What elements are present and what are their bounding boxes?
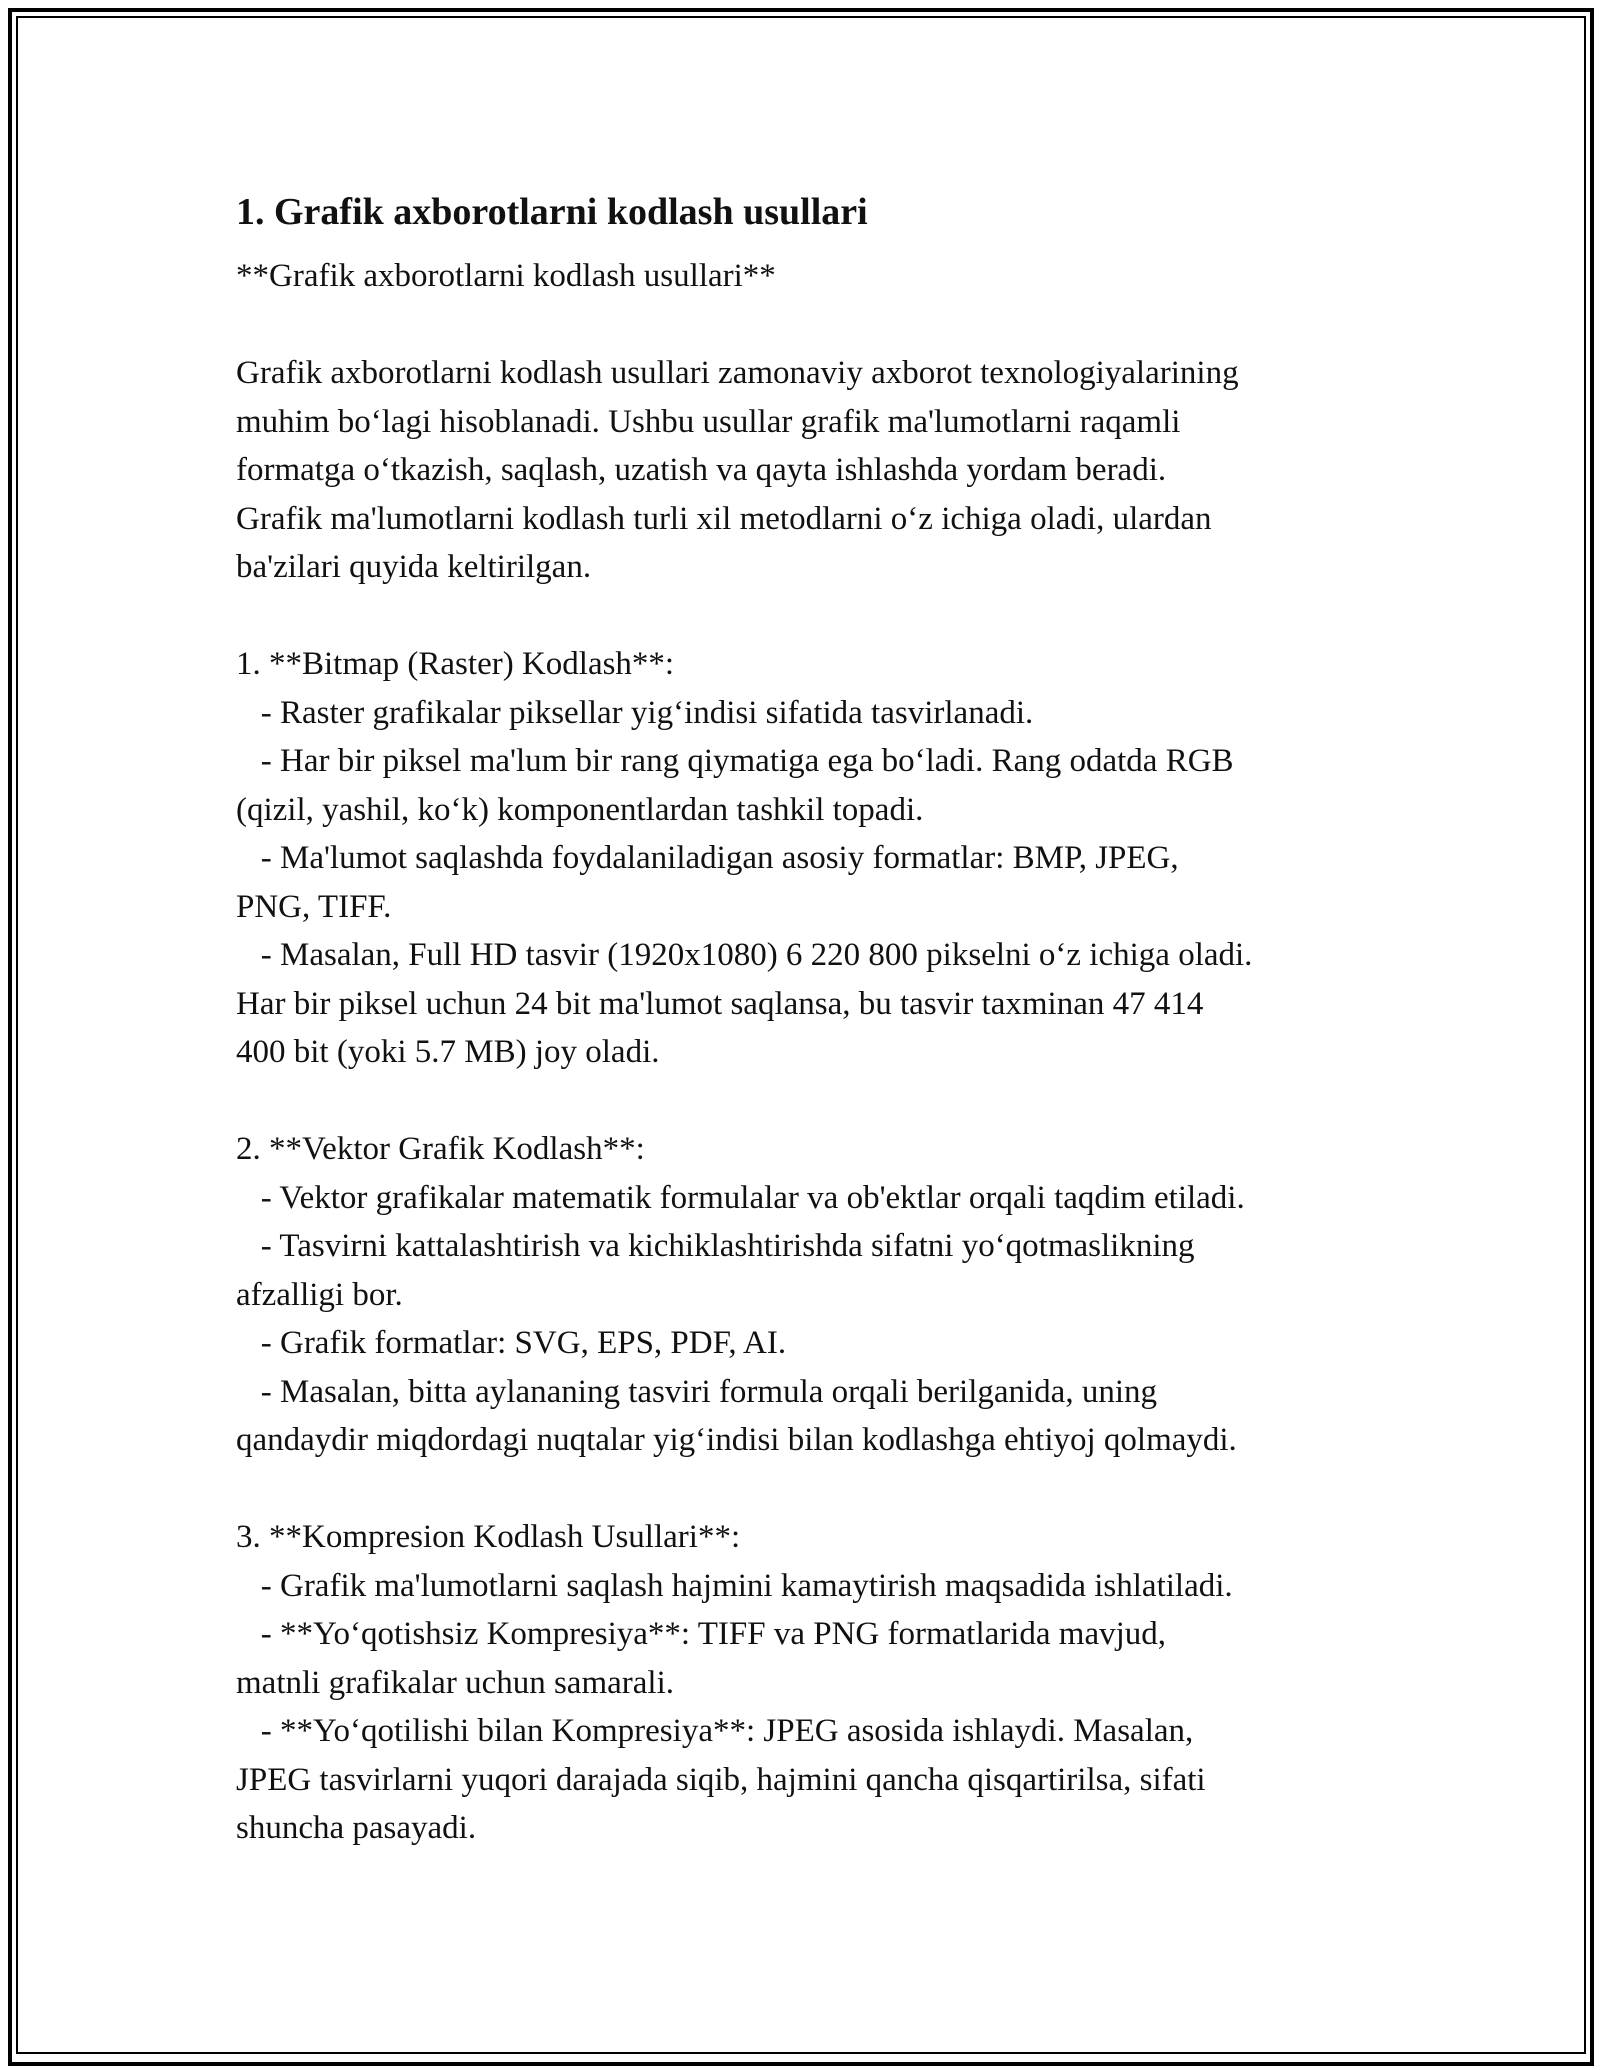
document-heading: 1. Grafik axborotlarni kodlash usullari xyxy=(236,191,868,233)
text-line: - Grafik formatlar: SVG, EPS, PDF, AI. xyxy=(236,1325,787,1361)
text-line: 3. **Kompresion Kodlash Usullari**: xyxy=(236,1519,741,1555)
text-line: **Grafik axborotlarni kodlash usullari** xyxy=(236,258,776,294)
text-line: Grafik ma'lumotlarni kodlash turli xil metodlarni o‘z ichiga oladi, ulardan xyxy=(236,500,1212,537)
text-line: - Grafik ma'lumotlarni saqlash hajmini kamaytirish maqsadida ishlatiladi. xyxy=(236,1567,1233,1604)
text-line: - Raster grafikalar piksellar yig‘indisi sifatida tasvirlanadi. xyxy=(236,694,1034,731)
text-line: muhim bo‘lagi hisoblanadi. Ushbu usullar grafik ma'lumotlarni raqamli xyxy=(236,403,1181,440)
text-line: - **Yo‘qotishsiz Kompresiya**: TIFF va PNG formatlarida mavjud, xyxy=(236,1616,1167,1652)
blank-line xyxy=(236,1465,1386,1514)
text-line: - Masalan, Full HD tasvir (1920x1080) 6 220 800 pikselni o‘z ichiga oladi. xyxy=(236,937,1253,973)
document-text xyxy=(236,252,1386,1853)
text-line: matnli grafikalar uchun samarali. xyxy=(236,1664,674,1701)
text-line: - Vektor grafikalar matematik formulalar va ob'ektlar orqali taqdim etiladi. xyxy=(236,1179,1245,1216)
text-line: - Masalan, bitta aylananing tasviri formula orqali berilganida, uning xyxy=(236,1373,1157,1410)
text-line: - Tasvirni kattalashtirish va kichiklashtirishda sifatni yo‘qotmaslikning xyxy=(236,1228,1195,1264)
blank-line xyxy=(236,1077,1386,1126)
text-line: Har bir piksel uchun 24 bit ma'lumot saqlansa, bu tasvir taxminan 47 414 xyxy=(236,985,1204,1022)
text-line: Grafik axborotlarni kodlash usullari zamonaviy axborot texnologiyalarining xyxy=(236,355,1239,391)
text-line: 2. **Vektor Grafik Kodlash**: xyxy=(236,1131,645,1167)
text-line: qandaydir miqdordagi nuqtalar yig‘indisi bilan kodlashga ehtiyoj qolmaydi. xyxy=(236,1422,1237,1458)
blank-line xyxy=(236,301,1386,350)
text-line: - Har bir piksel ma'lum bir rang qiymatiga ega bo‘ladi. Rang odatda RGB xyxy=(236,743,1234,779)
document-body xyxy=(236,186,1386,1853)
text-line: 1. **Bitmap (Raster) Kodlash**: xyxy=(236,646,675,682)
text-line: (qizil, yashil, ko‘k) komponentlardan tashkil topadi. xyxy=(236,791,924,828)
text-line: formatga o‘tkazish, saqlash, uzatish va qayta ishlashda yordam beradi. xyxy=(236,452,1167,488)
text-line: PNG, TIFF. xyxy=(236,888,392,925)
text-line: ba'zilari quyida keltirilgan. xyxy=(236,549,592,585)
text-line: 400 bit (yoki 5.7 MB) joy oladi. xyxy=(236,1034,660,1070)
text-line: afzalligi bor. xyxy=(236,1276,403,1313)
text-line: - **Yo‘qotilishi bilan Kompresiya**: JPEG asosida ishlaydi. Masalan, xyxy=(236,1713,1194,1749)
blank-line xyxy=(236,592,1386,641)
text-line: shuncha pasayadi. xyxy=(236,1810,477,1846)
text-line: - Ma'lumot saqlashda foydalaniladigan asosiy formatlar: BMP, JPEG, xyxy=(236,840,1179,876)
text-line: JPEG tasvirlarni yuqori darajada siqib, hajmini qancha qisqartirilsa, sifati xyxy=(236,1761,1206,1798)
